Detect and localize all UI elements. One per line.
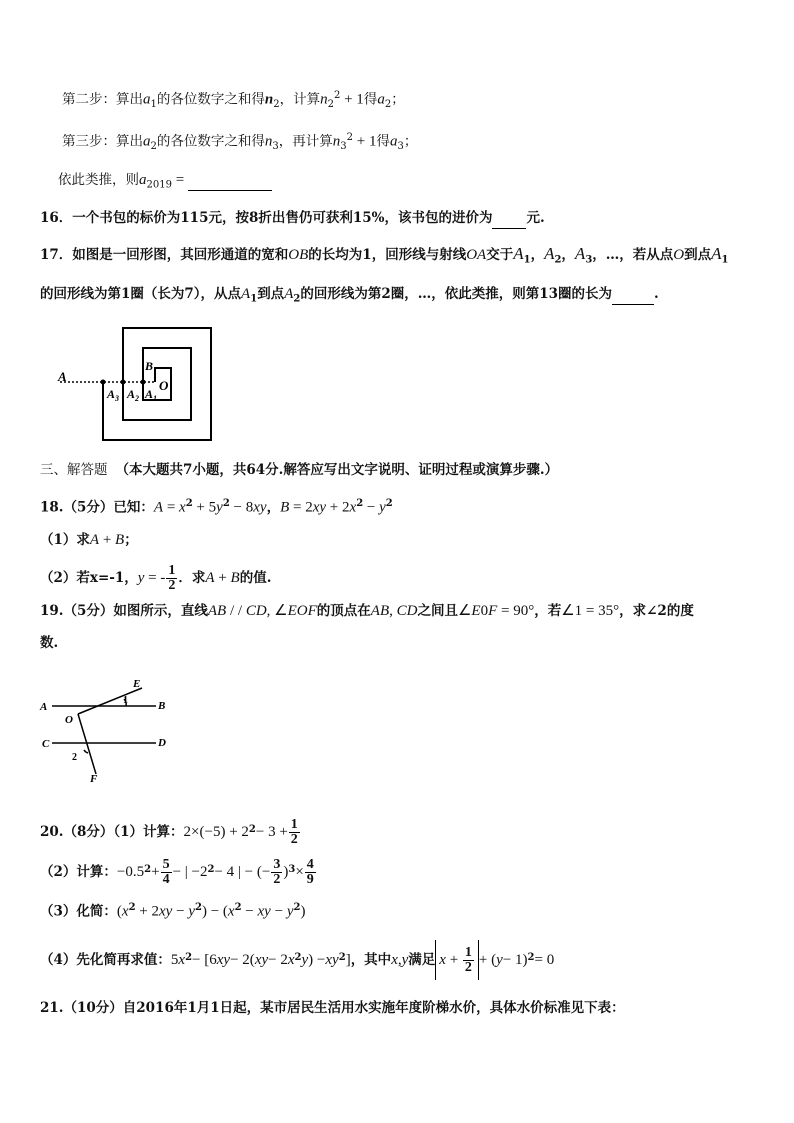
question-18-part1: （1）求A + B；: [40, 532, 138, 548]
question-19: 19.（5分）如图所示，直线AB / / CD, ∠EOF的顶点在AB, CD之间且∠E0F = 90°，若∠1 = 35°，求∠2的度: [40, 603, 694, 619]
conclusion-line: 依此类推，则$a_{2019}$ =: [58, 170, 272, 196]
answer-blank[interactable]: [612, 284, 654, 305]
label-A: A: [58, 369, 67, 384]
section-3-heading: 三、解答题 （本大题共7小题，共64分.解答应写出文字说明、证明过程或演算步骤.）: [40, 462, 559, 478]
step3-line: 第三步：算出$a_2$的各位数字之和得$n_3$，再计算$n_3^2 + 1$得$a_3$；: [62, 132, 418, 153]
question-20-part1: 20.（8分）（1）计算： 2×(−5) + 2 2 − 3 + $\frac{1}{2}$: [40, 816, 298, 847]
label-O: O: [65, 714, 73, 726]
question-19-line2: 数.: [40, 635, 59, 651]
label-A1: $A_1$: [145, 387, 158, 403]
label-angle-2: 2: [72, 752, 77, 763]
label-C: C: [42, 738, 50, 750]
label-A3: $A_3$: [107, 387, 120, 403]
label-angle-1: 1: [123, 695, 128, 706]
label-E: E: [133, 678, 141, 690]
label-F: F: [90, 773, 98, 785]
question-20-part4: （4）先化简再求值： 5 x 2 − [6 xy − 2( xy − 2 x 2 y ) − xy 2 ] ，其中 x , y 满足 x + $\frac{1}{2}$ + ( y − 1) 2 = 0: [40, 938, 554, 982]
label-A2: $A_2$: [127, 387, 140, 403]
step2-line: 第二步：算出$a_1$的各位数字之和得$n_2$，计算$n_2^2 + 1$得$a_2$；: [62, 90, 405, 111]
spiral-figure: [55, 322, 220, 446]
parallel-lines-figure: [38, 674, 178, 786]
label-A: A: [40, 701, 48, 713]
question-20-part2: （2）计算： −0.5 2 + $\frac{5}{4}$ − | −2 2 − 4 | − (− $\frac{3}{2}$ ) 3 × $\frac{4}{9}$: [40, 856, 314, 887]
question-20-part3: （3）化简：$(x^2 + 2xy - y^2) - (x^2$ − xy − $y^2$): [40, 902, 306, 920]
question-21: 21.（10分）自2016年1月1日起，某市居民生活用水实施年度阶梯水价，具体水价标准见下表：: [40, 1000, 625, 1016]
label-D: D: [158, 737, 166, 749]
question-18: 18.（5分）已知：$A = x^2 + 5y^2 - 8xy$，$B = 2xy + 2x^2 - y^2$: [40, 498, 393, 516]
question-17-line1: 17．如图是一回形图，其回形通道的宽和OB的长均为1，回形线与射线OA交于$A_1$，$A_2$，$A_3$，…，若从点O到点$A_1$: [40, 244, 729, 266]
answer-blank[interactable]: [188, 170, 272, 191]
label-B: B: [158, 700, 166, 712]
question-17-line2: 的回形线为第1圈（长为7），从点$A_1$到点$A_2$的回形线为第2圈，…，依此类推，则第13圈的长为 .: [40, 286, 659, 305]
answer-blank[interactable]: [492, 208, 526, 229]
label-B: B: [145, 359, 154, 373]
question-18-part2: （2）若x=-1，y = - $\frac{1}{2}$ ．求A + B的值.: [40, 563, 272, 593]
question-16: 16．一个书包的标价为115元，按8折出售仍可获利15%，该书包的进价为 元.: [40, 208, 545, 229]
label-O: O: [159, 378, 169, 393]
